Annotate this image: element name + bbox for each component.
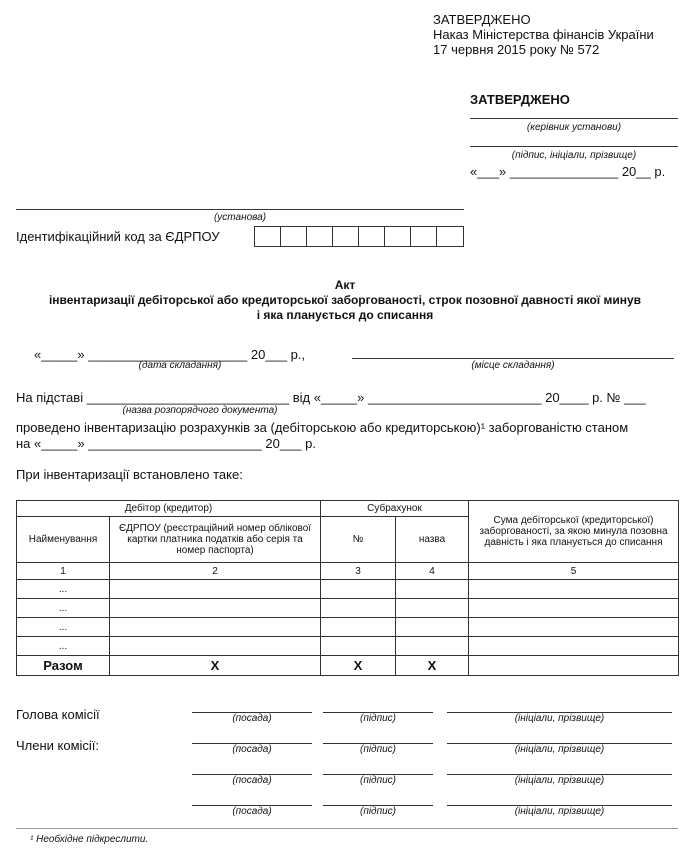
code-label: Ідентифікаційний код за ЄДРПОУ [16, 229, 220, 244]
table-row [17, 599, 679, 618]
established-text: При інвентаризації встановлено таке: [16, 467, 243, 482]
footnote-divider [16, 828, 678, 829]
header-approved: ЗАТВЕРДЖЕНО [433, 12, 531, 27]
position-caption: (посада) [232, 713, 272, 724]
members-label: Члени комісії: [16, 738, 100, 753]
approval-title: ЗАТВЕРДЖЕНО [470, 92, 570, 107]
footnote: ¹ Необхідне підкреслити. [30, 834, 149, 845]
names-caption: (ініціали, прізвище) [514, 775, 605, 786]
header-code: ЄДРПОУ (реєстраційний номер облікової картки платника податків або серія та номер паспорта) [110, 517, 321, 563]
title-line-1: Акт [334, 278, 356, 292]
total-mark: X [321, 656, 396, 676]
names-caption: (ініціали, прізвище) [514, 744, 605, 755]
header-name: Найменування [17, 517, 110, 563]
names-caption: (ініціали, прізвище) [514, 806, 605, 817]
institution-line [16, 209, 464, 210]
table-number-row [17, 563, 679, 580]
head-line [470, 118, 678, 119]
code-box [410, 226, 437, 247]
title-line-3: і яка планується до списання [256, 308, 434, 322]
code-box [384, 226, 411, 247]
code-box [280, 226, 307, 247]
institution-caption: (установа) [213, 212, 267, 223]
table-row [17, 637, 679, 656]
chair-label: Голова комісії [16, 707, 100, 722]
document-title [0, 278, 690, 323]
col-number: 2 [110, 563, 321, 580]
code-box [358, 226, 385, 247]
row-dots: ... [17, 618, 110, 637]
inventory-table [16, 500, 679, 676]
table-row [17, 580, 679, 599]
sign-line [470, 146, 678, 147]
col-number: 3 [321, 563, 396, 580]
head-caption: (керівник установи) [526, 122, 622, 133]
names-caption: (ініціали, прізвище) [514, 713, 605, 724]
position-caption: (посада) [232, 806, 272, 817]
table-header-row [17, 501, 679, 517]
place-caption: (місце складання) [471, 360, 555, 371]
signature-caption: (підпис) [360, 713, 396, 724]
row-dots: ... [17, 580, 110, 599]
header-order-line: Наказ Міністерства фінансів України [433, 27, 654, 42]
sign-caption: (підпис, ініціали, прізвище) [511, 150, 637, 161]
code-box [306, 226, 333, 247]
header-block [433, 12, 654, 57]
position-caption: (посада) [232, 775, 272, 786]
row-dots: ... [17, 637, 110, 656]
signature-caption: (підпис) [360, 775, 396, 786]
total-empty [469, 656, 679, 676]
header-debtor: Дебітор (кредитор) [17, 501, 321, 517]
total-label: Разом [17, 656, 110, 676]
date-caption: (дата складання) [138, 360, 222, 371]
signature-caption: (підпис) [360, 744, 396, 755]
position-caption: (посада) [232, 744, 272, 755]
header-subaccount: Субрахунок [321, 501, 469, 517]
signature-caption: (підпис) [360, 806, 396, 817]
table-total-row [17, 656, 679, 676]
doc-caption: (назва розпорядчого документа) [122, 405, 278, 416]
col-number: 5 [469, 563, 679, 580]
header-sum: Сума дебіторської (кредиторської) заборгованості, за якою минула позовна давність і яка планується до списання [469, 501, 679, 563]
header-title: назва [396, 517, 469, 563]
title-line-2: інвентаризації дебіторської або кредиторської заборгованості, строк позовної давності якої минув [48, 293, 642, 307]
code-box [254, 226, 281, 247]
col-number: 1 [17, 563, 110, 580]
basis-line-1: На підставі ____________________________ від «_____» ________________________ 20____ р. № ___ [16, 390, 646, 405]
approval-date: «___» _______________ 20__ р. [470, 164, 666, 179]
header-number: № [321, 517, 396, 563]
col-number: 4 [396, 563, 469, 580]
code-box [436, 226, 464, 247]
basis-line-3: на «_____» ________________________ 20___ р. [16, 436, 316, 451]
row-dots: ... [17, 599, 110, 618]
place-line [352, 358, 674, 359]
code-box [332, 226, 359, 247]
header-order-date: 17 червня 2015 року № 572 [433, 42, 600, 57]
table-row [17, 618, 679, 637]
total-mark: X [110, 656, 321, 676]
basis-line-2: проведено інвентаризацію розрахунків за (дебіторською або кредиторською)¹ заборгованістю станом [16, 420, 629, 435]
total-mark: X [396, 656, 469, 676]
act-date: «_____» ______________________ 20___ р., [34, 347, 306, 362]
